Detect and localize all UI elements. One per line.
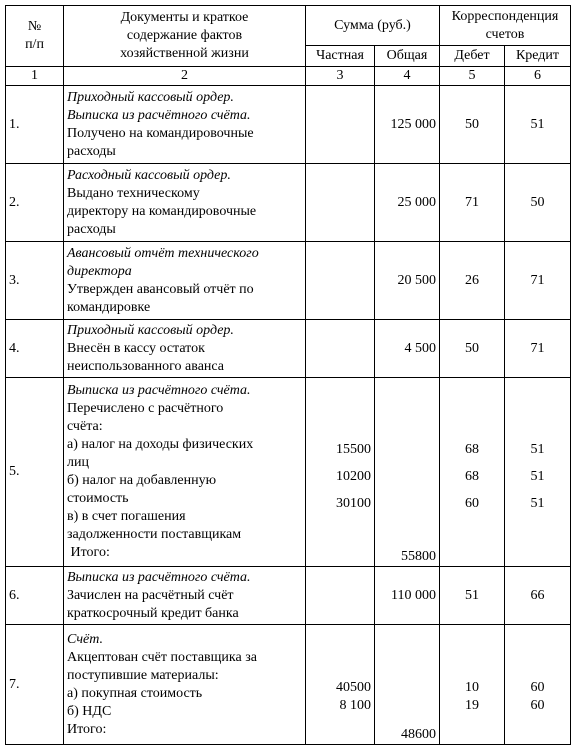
item-debit: 68 — [465, 469, 479, 484]
row-number: 7. — [6, 625, 64, 745]
row-number: 2. — [6, 164, 64, 242]
row-total-amount: 48600 — [375, 625, 440, 745]
column-index: 5 — [440, 67, 505, 86]
header-total: Общая — [375, 46, 440, 67]
column-index: 1 — [6, 67, 64, 86]
item-credit: 51 — [530, 496, 545, 511]
row-total-amount: 55800 — [375, 378, 440, 567]
row-description: Выписка из расчётного счёта. Перечислено с расчётного счёта: а) налог на доходы физических лиц б) налог на добавленную стоимость в) в счет погашения задолженности поставщикам Итого: — [64, 378, 306, 567]
row-debit — [440, 378, 505, 567]
row-total-amount: 125 000 — [375, 86, 440, 164]
column-index: 6 — [505, 67, 571, 86]
row-partial-amount — [306, 164, 375, 242]
item-credit: 51 — [530, 469, 545, 484]
row-total-amount: 25 000 — [375, 164, 440, 242]
header-number: № п/п — [6, 6, 64, 67]
row-description: Авансовый отчёт технического директора Утвержден авансовый отчёт по командировке — [64, 242, 306, 320]
row-partial-amount — [306, 567, 375, 625]
item-debit: 19 — [465, 698, 479, 713]
row-description: Счёт. Акцептован счёт поставщика за поступившие материалы: а) покупная стоимость б) НДС Итого: — [64, 625, 306, 745]
row-credit: 71 — [505, 242, 571, 320]
journal-table — [5, 5, 571, 745]
item-credit: 60 — [530, 698, 545, 713]
row-debit: 51 — [440, 567, 505, 625]
item-credit: 51 — [530, 442, 545, 457]
row-debit: 71 — [440, 164, 505, 242]
item-partial-amount: 30100 — [336, 496, 371, 511]
table-row — [6, 567, 571, 625]
table-row — [6, 625, 571, 745]
row-description: Выписка из расчётного счёта. Зачислен на расчётный счёт краткосрочный кредит банка — [64, 567, 306, 625]
row-number: 5. — [6, 378, 64, 567]
row-debit — [440, 625, 505, 745]
row-partial-amount — [306, 378, 375, 567]
column-index: 4 — [375, 67, 440, 86]
item-credit: 60 — [530, 680, 545, 695]
column-index-row — [6, 67, 571, 86]
row-total-amount: 4 500 — [375, 320, 440, 378]
item-partial-amount: 15500 — [336, 442, 371, 457]
row-total-amount: 110 000 — [375, 567, 440, 625]
row-debit: 26 — [440, 242, 505, 320]
header-debit: Дебет — [440, 46, 505, 67]
table-row — [6, 378, 571, 567]
item-debit: 10 — [465, 680, 479, 695]
row-number: 6. — [6, 567, 64, 625]
row-description: Расходный кассовый ордер. Выдано техническому директору на командировочные расходы — [64, 164, 306, 242]
header-partial: Частная — [306, 46, 375, 67]
item-partial-amount: 10200 — [336, 469, 371, 484]
row-credit: 50 — [505, 164, 571, 242]
header-credit: Кредит — [505, 46, 571, 67]
table-row — [6, 242, 571, 320]
row-number: 4. — [6, 320, 64, 378]
item-debit: 60 — [465, 496, 479, 511]
table-row — [6, 164, 571, 242]
row-credit: 71 — [505, 320, 571, 378]
header-documents: Документы и краткое содержание фактов хозяйственной жизни — [64, 6, 306, 67]
table-row — [6, 86, 571, 164]
item-debit: 68 — [465, 442, 479, 457]
row-partial-amount — [306, 242, 375, 320]
row-credit — [505, 625, 571, 745]
header-sum: Сумма (руб.) — [306, 6, 440, 46]
row-total-amount: 20 500 — [375, 242, 440, 320]
header-correspondence: Корреспонденция счетов — [440, 6, 571, 46]
row-credit: 51 — [505, 86, 571, 164]
item-partial-amount: 40500 — [336, 680, 371, 695]
row-debit: 50 — [440, 86, 505, 164]
row-number: 1. — [6, 86, 64, 164]
row-debit: 50 — [440, 320, 505, 378]
row-number: 3. — [6, 242, 64, 320]
row-credit — [505, 378, 571, 567]
column-index: 2 — [64, 67, 306, 86]
item-partial-amount: 8 100 — [339, 698, 371, 713]
row-partial-amount — [306, 625, 375, 745]
row-description: Приходный кассовый ордер. Выписка из расчётного счёта. Получено на командировочные расходы — [64, 86, 306, 164]
table-row — [6, 320, 571, 378]
column-index: 3 — [306, 67, 375, 86]
row-description: Приходный кассовый ордер. Внесён в кассу остаток неиспользованного аванса — [64, 320, 306, 378]
row-credit: 66 — [505, 567, 571, 625]
row-partial-amount — [306, 86, 375, 164]
row-partial-amount — [306, 320, 375, 378]
